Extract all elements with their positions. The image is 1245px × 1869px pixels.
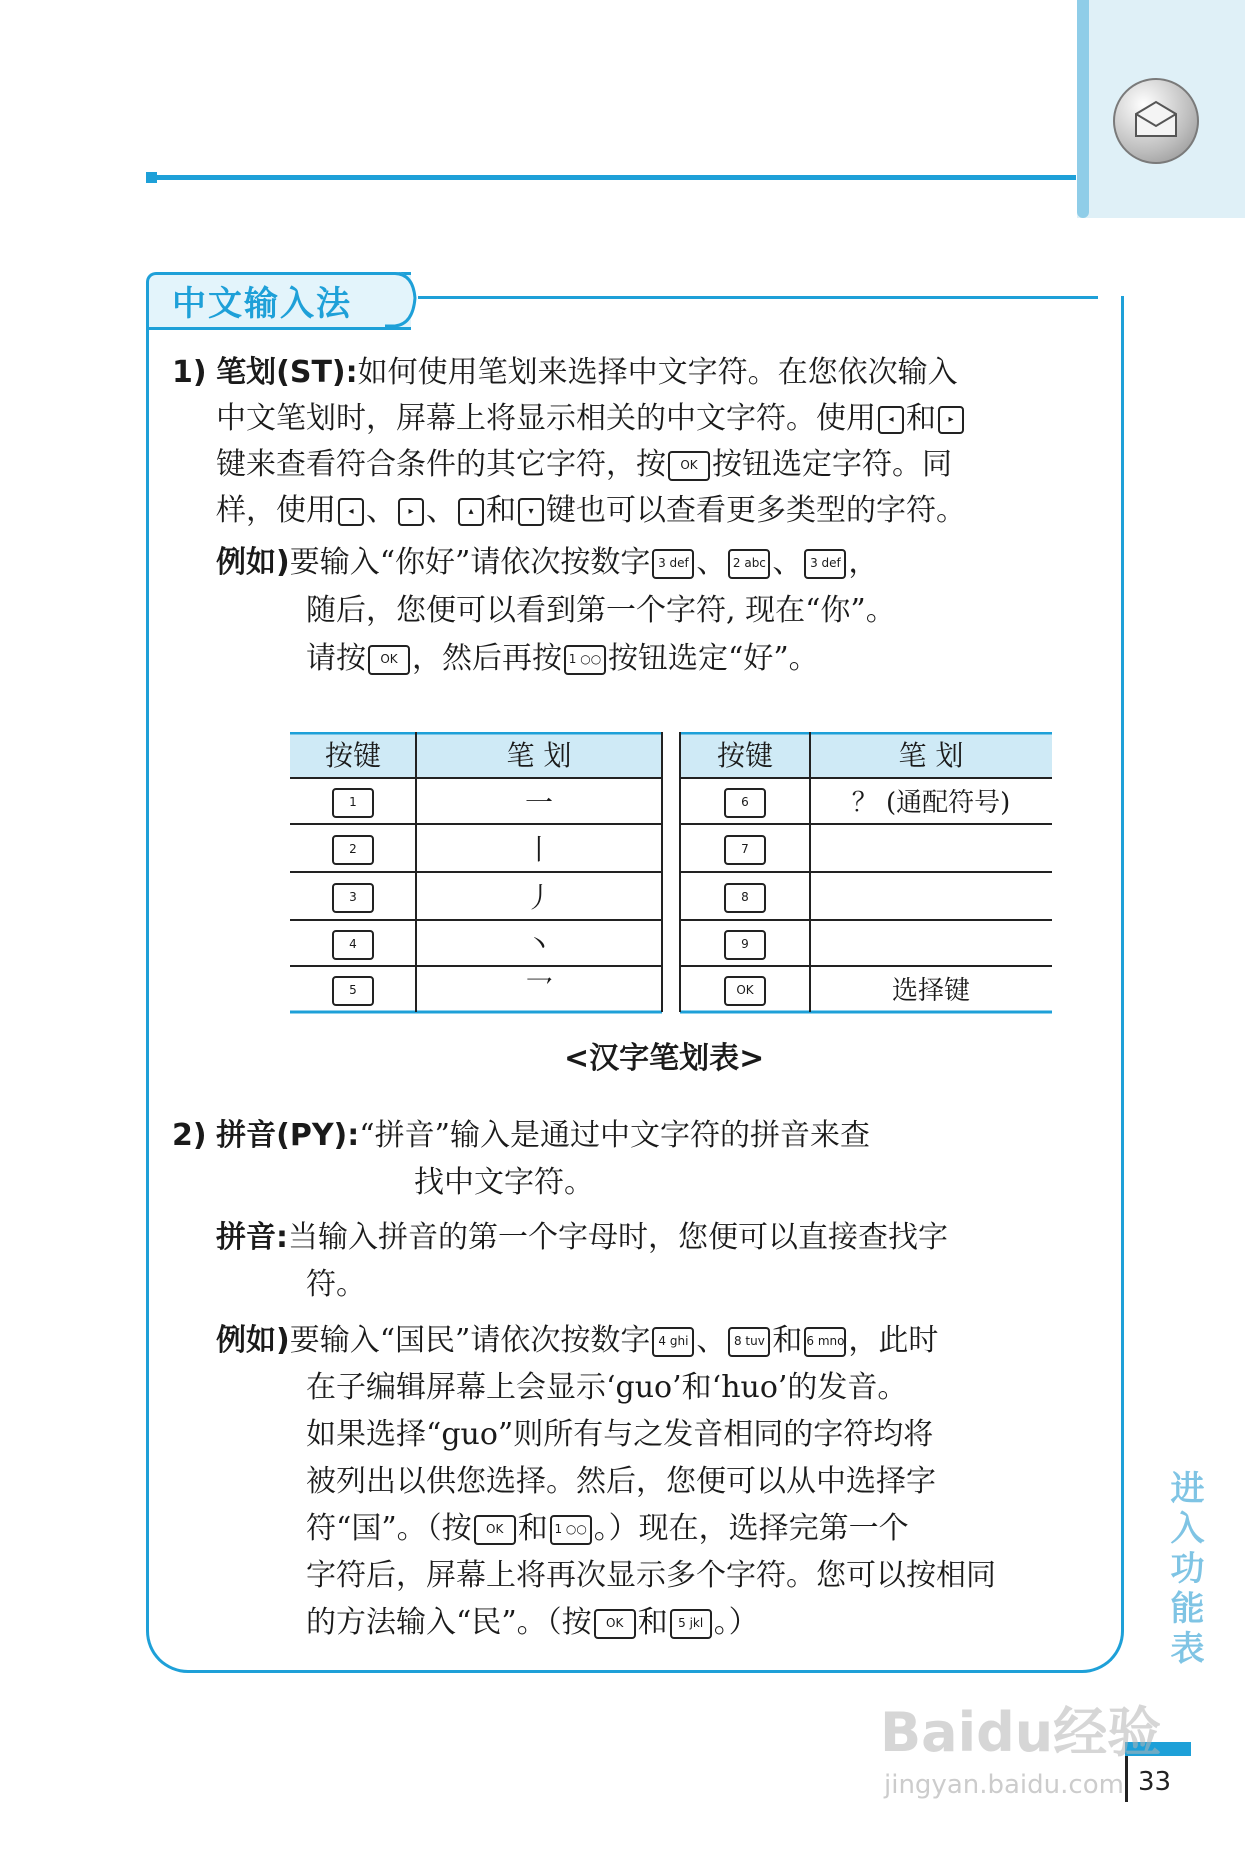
key-3-icon: 3 def	[652, 549, 694, 579]
p1-line-1	[172, 350, 958, 396]
p2-example-line-2: 在子编辑屏幕上会显示‘guo’和‘huo’的发音。	[306, 1370, 908, 1405]
table-row	[680, 922, 810, 968]
table-caption: <汉字笔划表>	[564, 1041, 765, 1076]
side-chapter-label: 进入功能表	[1164, 1470, 1204, 1670]
p2-pinyin-line-1	[216, 1215, 948, 1261]
section-tab-cap	[385, 272, 421, 330]
frame-top-edge	[418, 296, 1098, 299]
p2-line-2: 找中文字符。	[414, 1165, 594, 1200]
table-key-icon: 8	[724, 883, 766, 913]
p1-line-2	[216, 396, 966, 442]
p2-pinyin-line-2: 符。	[306, 1267, 366, 1302]
table-row	[680, 780, 810, 826]
ok-key-icon-2: OK	[368, 645, 410, 675]
down-key-icon: ▾	[518, 498, 544, 526]
table-key-icon: OK	[724, 976, 766, 1006]
table-row	[290, 922, 416, 968]
p1-heading: 笔划(ST):	[216, 355, 358, 390]
p2-number: 2)	[172, 1118, 207, 1153]
p1-example-end: ，	[848, 545, 879, 580]
table-key-icon: 5	[332, 976, 374, 1006]
p1-line-3	[216, 442, 952, 488]
p1-text-2b: 和	[906, 401, 936, 436]
p2-pinyin-text-1: 当输入拼音的第一个字母时，您便可以直接查找字	[288, 1220, 948, 1255]
p1-example-line-1	[216, 540, 878, 586]
table-stroke-cell: ？ (通配符号)	[851, 788, 1011, 818]
left-soft-key-icon-2: ◂	[338, 498, 364, 526]
header-rule-dot	[146, 172, 157, 183]
p2-example-text-1: 要输入“国民”请依次按数字	[289, 1323, 651, 1358]
p2-example-text-5c: 。）现在，选择完第一个	[593, 1511, 909, 1546]
p1-example-label: 例如)	[216, 545, 290, 580]
p1-example-text-1: 要输入“你好”请依次按数字	[289, 545, 651, 580]
p2-example-line-1	[216, 1318, 938, 1364]
envelope-icon	[1113, 78, 1199, 164]
p2-example-text-7c: 。）	[713, 1605, 759, 1640]
p1-and: 和	[486, 493, 516, 528]
p2-example-line-6: 字符后，屏幕上将再次显示多个字符。您可以按相同	[306, 1558, 996, 1593]
p2-example-line-5	[306, 1506, 909, 1552]
table-row	[290, 826, 416, 874]
p1-example-line-2: 随后，您便可以看到第一个字符, 现在“你”。	[306, 593, 896, 628]
p1-number: 1)	[172, 355, 207, 390]
table-header-stroke-1: 笔 划	[506, 739, 572, 772]
p2-example-sep: 、	[696, 1323, 727, 1358]
table-stroke-cell: 一	[524, 786, 553, 819]
key-8-icon: 8 tuv	[728, 1327, 770, 1357]
key-2-icon: 2 abc	[728, 549, 770, 579]
right-soft-key-icon: ▸	[938, 406, 964, 434]
key-3-icon-2: 3 def	[804, 549, 846, 579]
p2-example-line-4: 被列出以供您选择。然后，您便可以从中选择字	[306, 1464, 936, 1499]
p2-line-1	[172, 1113, 870, 1159]
p1-example-text-3c: 按钮选定“好”。	[608, 641, 819, 676]
table-stroke-cell: 丿	[524, 881, 553, 914]
table-stroke-cell: 丨	[524, 833, 553, 866]
table-key-icon: 9	[724, 930, 766, 960]
table-key-icon: 1	[332, 788, 374, 818]
p2-example-label: 例如)	[216, 1323, 290, 1358]
p2-text-1: “拼音”输入是通过中文字符的拼音来查	[359, 1118, 870, 1153]
p1-text-3b: 按钮选定字符。同	[712, 447, 952, 482]
section-title: 中文输入法	[172, 284, 352, 324]
ok-key-icon-4: OK	[594, 1609, 636, 1639]
p1-example-sep-2: 、	[772, 545, 803, 580]
left-soft-key-icon: ◂	[878, 406, 904, 434]
key-1-icon-2: 1 ○○	[550, 1515, 592, 1545]
p1-text-2: 中文笔划时，屏幕上将显示相关的中文字符。使用	[216, 401, 876, 436]
p1-text-3a: 键来查看符合条件的其它字符，按	[216, 447, 666, 482]
table-stroke-cell: 乛	[524, 974, 553, 1007]
p2-pinyin-label: 拼音:	[216, 1220, 288, 1255]
p2-example-text-5b: 和	[517, 1511, 548, 1546]
p2-example-text-7a: 的方法输入“民”。（按	[306, 1605, 592, 1640]
right-soft-key-icon-2: ▸	[398, 498, 424, 526]
table-header-stroke-2: 笔 划	[898, 739, 964, 772]
key-1-icon: 1 ○○	[564, 645, 606, 675]
p1-text-1: 如何使用笔划来选择中文字符。在您依次输入	[357, 355, 958, 390]
p2-example-text-7b: 和	[637, 1605, 668, 1640]
table-row	[290, 968, 416, 1014]
p1-sep-2: 、	[426, 493, 456, 528]
table-key-icon: 4	[332, 930, 374, 960]
p2-example-end: ，此时	[848, 1323, 939, 1358]
table-header-key-1: 按键	[324, 739, 381, 772]
table-header-key-2: 按键	[716, 739, 773, 772]
up-key-icon: ▴	[458, 498, 484, 526]
p2-example-line-7	[306, 1600, 759, 1646]
key-5-icon: 5 jkl	[670, 1609, 712, 1639]
table-row	[290, 780, 416, 826]
p1-text-4b: 键也可以查看更多类型的字符。	[546, 493, 966, 528]
p2-heading: 拼音(PY):	[216, 1118, 360, 1153]
table-stroke-cell: 丶	[524, 928, 553, 961]
ok-key-icon: OK	[668, 451, 710, 481]
ok-key-icon-3: OK	[474, 1515, 516, 1545]
p1-example-text-3b: ，然后再按	[412, 641, 562, 676]
page-number: 33	[1138, 1767, 1172, 1797]
p2-example-text-5a: 符“国”。（按	[306, 1511, 472, 1546]
header-rule	[146, 175, 1076, 180]
table-row	[290, 874, 416, 922]
table-key-icon: 6	[724, 788, 766, 818]
table-key-icon: 2	[332, 835, 374, 865]
p2-example-line-3: 如果选择“guo”则所有与之发音相同的字符均将	[306, 1417, 934, 1452]
watermark-logo: Baidu经验	[880, 1701, 1162, 1764]
p1-line-4	[216, 488, 966, 534]
key-4-icon: 4 ghi	[652, 1327, 694, 1357]
table-row	[680, 874, 810, 922]
table-key-icon: 7	[724, 835, 766, 865]
top-right-strip	[1077, 0, 1089, 218]
p1-text-4a: 样，使用	[216, 493, 336, 528]
p1-example-sep-1: 、	[696, 545, 727, 580]
p1-example-line-3	[306, 636, 819, 682]
table-row	[680, 826, 810, 874]
p1-example-text-3a: 请按	[306, 641, 366, 676]
watermark-url: jingyan.baidu.com	[884, 1770, 1124, 1800]
key-6-icon: 6 mno	[804, 1327, 846, 1357]
p1-sep-1: 、	[366, 493, 396, 528]
table-stroke-cell: 选择键	[891, 976, 970, 1006]
table-row	[680, 968, 810, 1014]
p2-example-and: 和	[772, 1323, 803, 1358]
table-key-icon: 3	[332, 883, 374, 913]
